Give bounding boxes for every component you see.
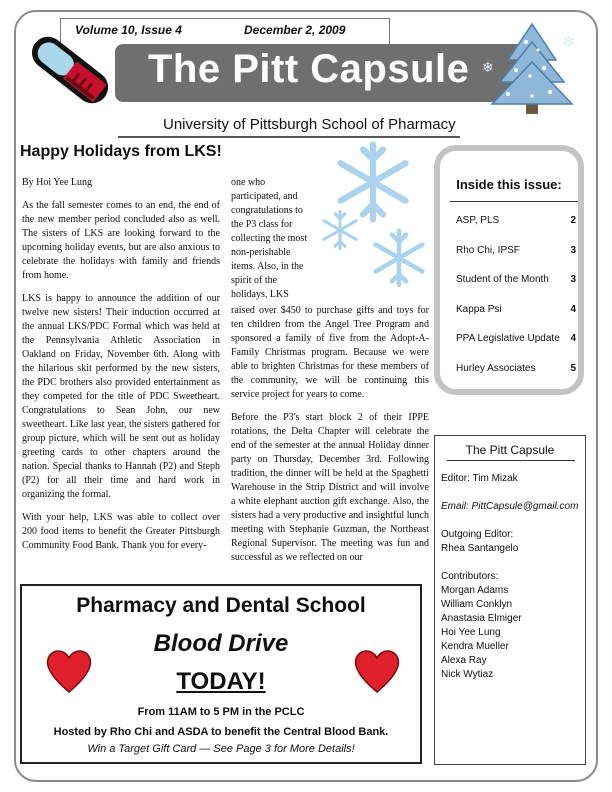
blood-drive-title: Blood Drive (153, 630, 289, 657)
contributor-name: Anastasia Elmiger (441, 613, 522, 624)
snowflake-icon (376, 231, 423, 285)
staff-box (434, 435, 586, 765)
blood-drive-box (20, 584, 422, 764)
toc-item-label: ASP, PLS (456, 215, 500, 226)
capsule-icon (20, 30, 120, 110)
toc-item[interactable] (450, 298, 578, 328)
article-paragraph: Before the P3's start block 2 of their IPPE rotations, the Delta Chapter will celebrate the end of the semester at the annual Holiday dinner party on Thursday, December 3rd. Following tradition, the dinner will be held at the Spaghetti Warehouse in the Strip District and will involve a white elephant auction gift exchange. Also, the sisters had a very productive and insightful lunch meeting with Stephanie Guzman, the Northeast Regional Supervisor. The meeting was fun and successful as we reflected on our (231, 412, 429, 563)
staff-list (441, 472, 578, 682)
staff-rule (447, 460, 575, 461)
toc-item[interactable] (450, 239, 578, 269)
issue-date: December 2, 2009 (244, 23, 346, 37)
toc-item-label: Rho Chi, IPSF (456, 244, 520, 256)
blood-drive-today: TODAY! (176, 668, 266, 695)
toc-item-page: 5 (570, 362, 576, 374)
article-headline: Happy Holidays from LKS! (20, 143, 222, 160)
newsletter-subtitle: University of Pittsburgh School of Pharmacy (163, 116, 456, 133)
toc-item-page: 4 (570, 303, 576, 315)
article-paragraph: one who participated, and congratulations to the P3 class for collecting the most non-perishable items. Also, in the spirit of the holidays, LKS (231, 177, 308, 300)
toc-item-page: 2 (570, 215, 576, 226)
staff-title: The Pitt Capsule (465, 443, 555, 457)
blood-drive-host: Hosted by Rho Chi and ASDA to benefit the Central Blood Bank. (53, 726, 389, 738)
snowflake-icon: ❄ (562, 32, 576, 51)
article-column-1 (22, 176, 220, 562)
article-paragraph: LKS is happy to announce the addition of our twelve new sisters! Their induction occurred at the annual LKS/PDC Formal which was held at the Pennsylvania Athletic Association in Oakland on Friday, November 6th. Along with the hilarious skit performed by the new sisters, the PDC brothers also provided entertainment as they competed for the title of PDC Sweetheart. Congratulations to Sean John, our new sweetheart. Like last year, the sisters gathered for group picture, which will be sent out as holiday greeting cards to other chapters around the nation. Special thanks to Hannah (P2) and Steph (P2) for all their time and hard work in organizing the formal. (22, 293, 220, 500)
inside-issue-title: Inside this issue: (456, 177, 562, 192)
contributor-name: Nick Wytiaz (441, 669, 494, 680)
article-byline: By Hoi Yee Lung (22, 177, 93, 188)
staff-contributors-label: Contributors: (441, 571, 499, 582)
toc-item[interactable] (450, 268, 578, 298)
staff-email[interactable]: Email: PittCapsule@gmail.com (441, 501, 579, 512)
toc-list (450, 209, 578, 386)
toc-item-page: 3 (570, 244, 576, 256)
toc-item[interactable] (450, 357, 578, 387)
contributor-name: Morgan Adams (441, 585, 509, 596)
toc-item-label: Kappa Psi (456, 303, 502, 315)
inside-issue-rule (450, 201, 578, 202)
blood-drive-prize: Win a Target Gift Card — See Page 3 for More Details! (87, 743, 355, 755)
newsletter-title: The Pitt Capsule (148, 47, 470, 91)
toc-item-label: Student of the Month (456, 274, 549, 285)
staff-editor: Editor: Tim Mizak (441, 473, 518, 484)
snowflakes-decoration (315, 140, 435, 290)
contributor-name: William Conklyn (441, 599, 513, 610)
heart-icon (352, 646, 402, 696)
blood-drive-time: From 11AM to 5 PM in the PCLC (137, 706, 305, 718)
inside-issue-box (434, 145, 584, 395)
toc-item-page: 4 (570, 333, 576, 344)
article-paragraph: raised over $450 to purchase gifts and toys for ten children from the Angel Tree Program and sponsored a family of five from the Adopt-A-Family Christmas program. Because we were able to brighten Christmas for these members of the community, we will be continuing this service project for years to come. (231, 305, 429, 400)
toc-item-label: PPA Legislative Update (456, 333, 560, 344)
toc-item-label: Hurley Associates (456, 362, 536, 374)
toc-item[interactable] (450, 209, 578, 239)
contributor-name: Hoi Yee Lung (441, 627, 501, 638)
toc-item[interactable] (450, 327, 578, 357)
staff-outgoing-name: Rhea Santangelo (441, 543, 519, 554)
contributor-name: Kendra Mueller (441, 641, 509, 652)
toc-item-page: 3 (570, 274, 576, 285)
issue-volume: Volume 10, Issue 4 (75, 23, 182, 37)
staff-outgoing-label: Outgoing Editor: (441, 529, 514, 540)
heart-icon (44, 646, 94, 696)
contributor-name: Alexa Ray (441, 655, 487, 666)
subtitle-rule (118, 136, 460, 138)
article-paragraph: With your help, LKS was able to collect over 200 food items to benefit the Greater Pittsburgh Community Food Bank. Thank you for every- (22, 512, 220, 551)
snowflake-icon (341, 145, 406, 220)
snowflake-icon: ❄ (482, 60, 494, 76)
snowflake-icon (324, 211, 356, 248)
blood-drive-heading: Pharmacy and Dental School (76, 594, 366, 617)
article-paragraph: As the fall semester comes to an end, the end of the new member period concluded also as well. The sisters of LKS are looking forward to the upcoming holiday events, but are also anxious to celebrate the holidays with family and friends from home. (22, 200, 220, 281)
